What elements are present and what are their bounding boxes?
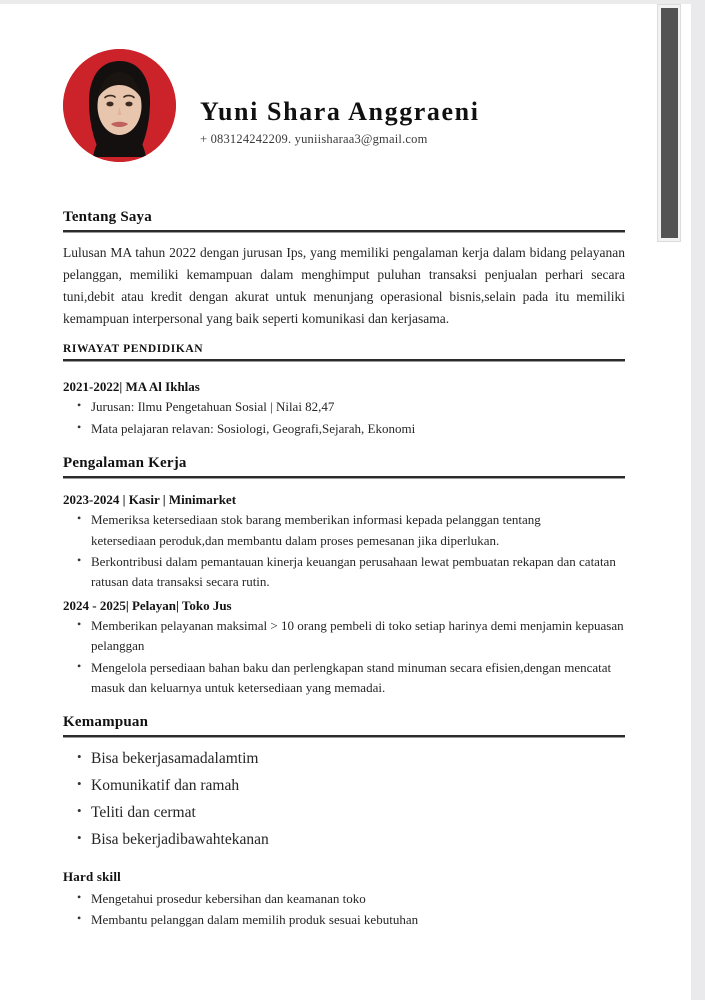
viewer-right-gutter [691,0,705,1000]
resume-document [0,4,691,1000]
about-paragraph: Lulusan MA tahun 2022 dengan jurusan Ips, yang memiliki pengalaman kerja dalam bidang pelayanan pelanggan, memiliki kemampuan dalam menghimput puluhan transaksi penjualan perhari secara tuni,debit atau kredit dengan akurat untuk menunjang operasional bisnis,selain pada itu memiliki kemampuan interpersonal yang baik seperti komunikasi dan kerjasama. [63,245,625,326]
list-item: • Membantu pelanggan dalam memilih produk sesuai kebutuhan [91,910,625,931]
section-heading-hard-skill: Hard skill [63,868,121,884]
section-education [63,343,625,439]
section-skills [63,714,625,852]
list-item: • Bisa bekerjasamadalamtim [91,747,625,771]
resume-header [0,4,691,154]
list-item: • Mengelola persediaan bahan baku dan perlengkapan stand minuman secara efisien,dengan mencatat masuk dan keluarnya untuk ketersediaan yang memadai. [91,658,625,699]
experience-job1-bullets-2 [63,552,625,593]
section-hard-skill [63,869,625,931]
section-divider-skills [63,735,625,738]
experience-job1-title: 2023-2024 | Kasir | Minimarket [63,491,237,507]
job1-bullet1-text: Memeriksa ketersediaan stok barang memberikan informasi kepada pelanggan tentang [91,511,541,527]
experience-job2-title: 2024 - 2025| Pelayan| Toko Jus [63,597,232,613]
page-title: Yuni Shara Anggraeni [200,97,480,126]
list-item: • Memberikan pelayanan maksimal > 10 orang pembeli di toko setiap harinya demi menjamin kepuasan pelanggan [91,616,625,657]
experience-job1-bullets [63,510,625,531]
section-heading-experience: Pengalaman Kerja [63,454,187,471]
section-divider-education [63,359,625,362]
contact-line: + 083124242209. yuniisharaa3@gmail.com [200,131,428,146]
list-item: • Bisa bekerjadibawahtekanan [91,828,625,852]
list-item [91,510,625,531]
education-bullet-list [63,397,625,439]
list-item: • Mengetahui prosedur kebersihan dan keamanan toko [91,889,625,910]
education-entry-title: 2021-2022| MA Al Ikhlas [63,379,200,395]
avatar [63,49,176,162]
skills-bullet-list [63,747,625,852]
list-item: • Jurusan: Ilmu Pengetahuan Sosial | Nilai 82,47 [91,397,625,418]
section-heading-education: RIWAYAT PENDIDIKAN [63,343,204,356]
list-item: • Berkontribusi dalam pemantauan kinerja keuangan perusahaan lewat pembuatan rekapan dan catatan ratusan data transaksi secara rutin. [91,552,625,593]
section-heading-about: Tentang Saya [63,209,152,225]
list-item: • Teliti dan cermat [91,801,625,825]
identity-block [200,98,480,147]
job1-bullet1-continuation: ketersediaan peroduk,dan membantu dalam proses pemesanan jika diperlukan. [91,533,500,549]
section-about [63,209,625,329]
list-item: • Mata pelajaran relavan: Sosiologi, Geografi,Sejarah, Ekonomi [91,419,625,440]
section-heading-skills: Kemampuan [63,713,149,730]
section-experience [63,455,625,699]
section-divider-experience [63,476,625,479]
scrollbar-thumb[interactable] [661,8,678,238]
profile-photo-icon [63,49,176,162]
section-divider-about [63,230,625,233]
experience-job2-bullets [63,616,625,699]
hard-skill-bullet-list [63,889,625,931]
list-item: • Komunikatif dan ramah [91,774,625,798]
resume-body [63,209,625,932]
